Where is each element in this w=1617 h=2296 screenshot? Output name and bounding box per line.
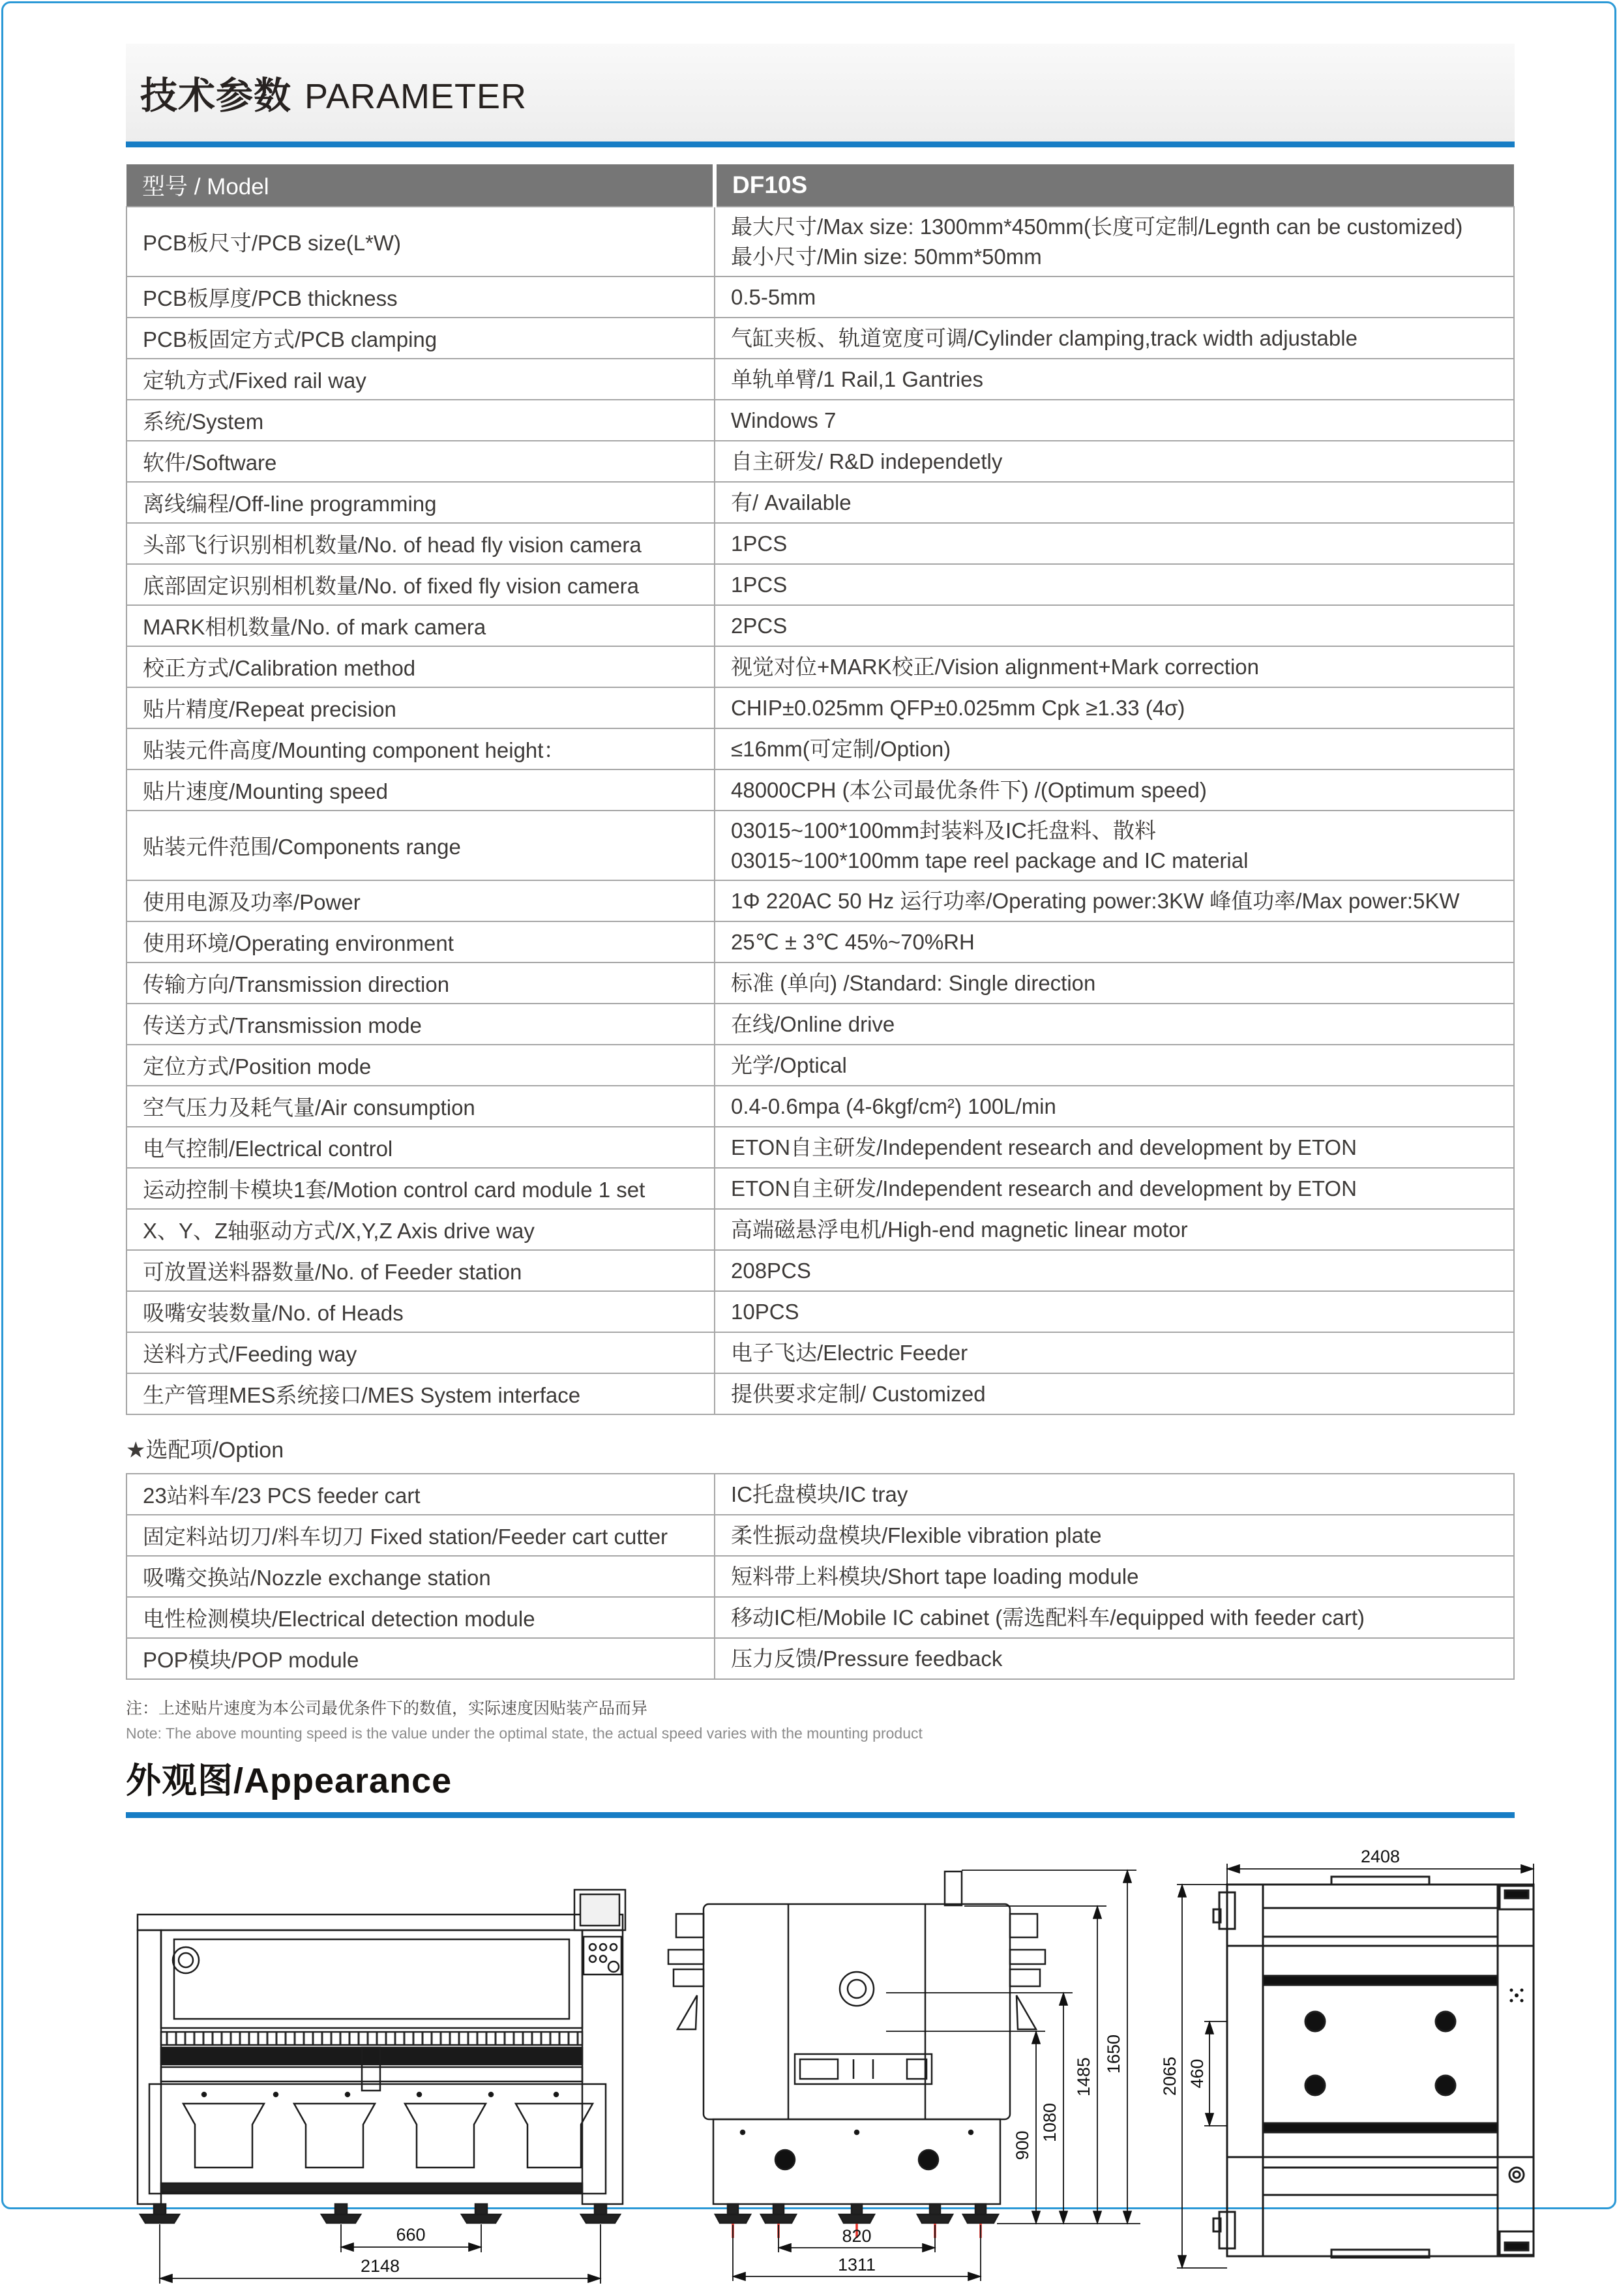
parameter-table-header-row	[126, 164, 1514, 207]
table-row	[126, 646, 1514, 687]
spec-label: X、Y、Z轴驱动方式/X,Y,Z Axis drive way	[126, 1209, 715, 1250]
side-dim-h4: 1650	[1104, 2035, 1123, 2074]
table-row	[126, 1209, 1514, 1250]
parameter-table-body	[126, 207, 1514, 1414]
table-row	[126, 880, 1514, 921]
spec-value: 2PCS	[715, 605, 1514, 646]
footnotes	[126, 1695, 1515, 1742]
spec-value: 0.5-5mm	[715, 276, 1514, 318]
option-table-body	[126, 1474, 1514, 1679]
front-view-drawing	[126, 1888, 641, 2296]
spec-value: 在线/Online drive	[715, 1004, 1514, 1045]
spec-label: 离线编程/Off-line programming	[126, 482, 715, 523]
top-dim-rail: 460	[1187, 2059, 1207, 2089]
table-row	[126, 811, 1514, 880]
table-row	[126, 962, 1514, 1004]
option-table	[126, 1473, 1515, 1680]
spec-value: 10PCS	[715, 1291, 1514, 1332]
spec-value: ETON自主研发/Independent research and development by ETON	[715, 1127, 1514, 1168]
spec-label: 送料方式/Feeding way	[126, 1332, 715, 1373]
spec-value: ETON自主研发/Independent research and development by ETON	[715, 1168, 1514, 1209]
table-row	[126, 1638, 1514, 1679]
side-dim-h3: 1485	[1074, 2057, 1093, 2097]
table-row	[126, 1474, 1514, 1515]
parameter-table	[126, 164, 1515, 1415]
spec-value: IC托盘模块/IC tray	[715, 1474, 1514, 1515]
spec-label: 底部固定识别相机数量/No. of fixed fly vision camera	[126, 564, 715, 605]
side-dim-h2: 1080	[1040, 2103, 1060, 2143]
spec-label: 软件/Software	[126, 441, 715, 482]
spec-value: CHIP±0.025mm QFP±0.025mm Cpk ≥1.33 (4σ)	[715, 687, 1514, 728]
spec-value: 1Φ 220AC 50 Hz 运行功率/Operating power:3KW 峰值功率/Max power:5KW	[715, 880, 1514, 921]
spec-label: PCB板固定方式/PCB clamping	[126, 318, 715, 359]
table-row	[126, 921, 1514, 962]
spec-label: 贴片精度/Repeat precision	[126, 687, 715, 728]
table-row	[126, 400, 1514, 441]
table-row	[126, 276, 1514, 318]
spec-label: 固定料站切刀/料车切刀 Fixed station/Feeder cart cutter	[126, 1515, 715, 1556]
spec-value: 电子飞达/Electric Feeder	[715, 1332, 1514, 1373]
spec-value: 气缸夹板、轨道宽度可调/Cylinder clamping,track width adjustable	[715, 318, 1514, 359]
spec-value: 提供要求定制/ Customized	[715, 1373, 1514, 1414]
table-row	[126, 605, 1514, 646]
spec-value: 03015~100*100mm封装料及IC托盘料、散料 03015~100*100mm tape reel package and IC material	[715, 811, 1514, 880]
page-title	[140, 66, 527, 119]
spec-label: PCB板厚度/PCB thickness	[126, 276, 715, 318]
table-row	[126, 1556, 1514, 1597]
page-title-en: PARAMETER	[304, 77, 527, 116]
spec-label: POP模块/POP module	[126, 1638, 715, 1679]
table-row	[126, 441, 1514, 482]
spec-label: 传送方式/Transmission mode	[126, 1004, 715, 1045]
front-dim-feet-span: 660	[396, 2225, 426, 2245]
footnote-zh: 注：上述贴片速度为本公司最优条件下的数值，实际速度因贴装产品而异	[126, 1699, 648, 1718]
table-row	[126, 1291, 1514, 1332]
page-title-zh: 技术参数	[140, 75, 291, 117]
table-row	[126, 207, 1514, 276]
spec-value: 1PCS	[715, 523, 1514, 564]
spec-value: 柔性振动盘模块/Flexible vibration plate	[715, 1515, 1514, 1556]
spec-value: 光学/Optical	[715, 1045, 1514, 1086]
table-row	[126, 1250, 1514, 1291]
spec-label: 定轨方式/Fixed rail way	[126, 359, 715, 400]
spec-value: 单轨单臂/1 Rail,1 Gantries	[715, 359, 1514, 400]
table-row	[126, 564, 1514, 605]
spec-label: 电气控制/Electrical control	[126, 1127, 715, 1168]
spec-label: 使用电源及功率/Power	[126, 880, 715, 921]
spec-label: 定位方式/Position mode	[126, 1045, 715, 1086]
spec-value: 视觉对位+MARK校正/Vision alignment+Mark correction	[715, 646, 1514, 687]
appearance-drawings	[126, 1845, 1515, 2296]
header-divider-rule	[126, 142, 1515, 147]
spec-value: 标准 (单向) /Standard: Single direction	[715, 962, 1514, 1004]
spec-value: 0.4-0.6mpa (4-6kgf/cm²) 100L/min	[715, 1086, 1514, 1127]
table-row	[126, 1045, 1514, 1086]
table-row	[126, 728, 1514, 769]
table-row	[126, 1086, 1514, 1127]
side-dim-feet-outer: 1311	[837, 2255, 876, 2275]
spec-label: 系统/System	[126, 400, 715, 441]
table-row	[126, 687, 1514, 728]
spec-value: 1PCS	[715, 564, 1514, 605]
spec-value: 自主研发/ R&D independetly	[715, 441, 1514, 482]
option-section-heading: ★选配项/Option	[126, 1438, 284, 1463]
front-dim-overall: 2148	[360, 2256, 400, 2276]
side-dim-h1: 900	[1013, 2130, 1032, 2160]
spec-label: 电性检测模块/Electrical detection module	[126, 1597, 715, 1638]
table-row	[126, 1373, 1514, 1414]
spec-value: 208PCS	[715, 1250, 1514, 1291]
parameter-header-band	[126, 44, 1515, 142]
table-row	[126, 523, 1514, 564]
spec-value: 短料带上料模块/Short tape loading module	[715, 1556, 1514, 1597]
spec-label: 生产管理MES系统接口/MES System interface	[126, 1373, 715, 1414]
spec-value: 高端磁悬浮电机/High-end magnetic linear motor	[715, 1209, 1514, 1250]
table-row	[126, 1597, 1514, 1638]
spec-label: 贴片速度/Mounting speed	[126, 769, 715, 811]
table-row	[126, 1168, 1514, 1209]
spec-label: 贴装元件高度/Mounting component height：	[126, 728, 715, 769]
spec-value: 有/ Available	[715, 482, 1514, 523]
spec-value: 48000CPH (本公司最优条件下) /(Optimum speed)	[715, 769, 1514, 811]
top-dim-width: 2408	[1360, 1847, 1401, 1867]
datasheet-page	[1, 1, 1616, 2276]
spec-label: 使用环境/Operating environment	[126, 921, 715, 962]
appearance-heading: 外观图/Appearance	[126, 1761, 452, 1801]
table-row	[126, 1515, 1514, 1556]
spec-value: 移动IC柜/Mobile IC cabinet (需选配料车/equipped with feeder cart)	[715, 1597, 1514, 1638]
content-column	[126, 44, 1515, 2296]
model-header-label: 型号 / Model	[126, 164, 715, 207]
table-row	[126, 318, 1514, 359]
side-dim-feet-inner: 820	[842, 2226, 872, 2246]
table-row	[126, 769, 1514, 811]
appearance-divider-rule	[126, 1812, 1515, 1818]
spec-value: 压力反馈/Pressure feedback	[715, 1638, 1514, 1679]
table-row	[126, 1004, 1514, 1045]
top-dim-depth: 2065	[1160, 2057, 1179, 2096]
spec-label: 吸嘴安装数量/No. of Heads	[126, 1291, 715, 1332]
table-row	[126, 1332, 1514, 1373]
spec-value: 25℃ ± 3℃ 45%~70%RH	[715, 921, 1514, 962]
table-row	[126, 359, 1514, 400]
model-name: DF10S	[715, 164, 1514, 207]
spec-label: PCB板尺寸/PCB size(L*W)	[126, 207, 715, 276]
spec-label: 空气压力及耗气量/Air consumption	[126, 1086, 715, 1127]
spec-label: MARK相机数量/No. of mark camera	[126, 605, 715, 646]
top-view-drawing	[1159, 1845, 1550, 2289]
spec-label: 吸嘴交换站/Nozzle exchange station	[126, 1556, 715, 1597]
spec-label: 23站料车/23 PCS feeder cart	[126, 1474, 715, 1515]
spec-value: ≤16mm(可定制/Option)	[715, 728, 1514, 769]
spec-label: 传输方向/Transmission direction	[126, 962, 715, 1004]
table-row	[126, 482, 1514, 523]
spec-label: 运动控制卡模块1套/Motion control card module 1 set	[126, 1168, 715, 1209]
spec-label: 头部飞行识别相机数量/No. of head fly vision camera	[126, 523, 715, 564]
table-row	[126, 1127, 1514, 1168]
spec-value: 最大尺寸/Max size: 1300mm*450mm(长度可定制/Legnth can be customized) 最小尺寸/Min size: 50mm*50mm	[715, 207, 1514, 276]
side-view-drawing	[658, 1858, 1152, 2289]
spec-label: 校正方式/Calibration method	[126, 646, 715, 687]
spec-label: 贴装元件范围/Components range	[126, 811, 715, 880]
spec-label: 可放置送料器数量/No. of Feeder station	[126, 1250, 715, 1291]
footnote-en: Note: The above mounting speed is the value under the optimal state, the actual speed varies with the mounting product	[126, 1725, 923, 1742]
spec-value: Windows 7	[715, 400, 1514, 441]
